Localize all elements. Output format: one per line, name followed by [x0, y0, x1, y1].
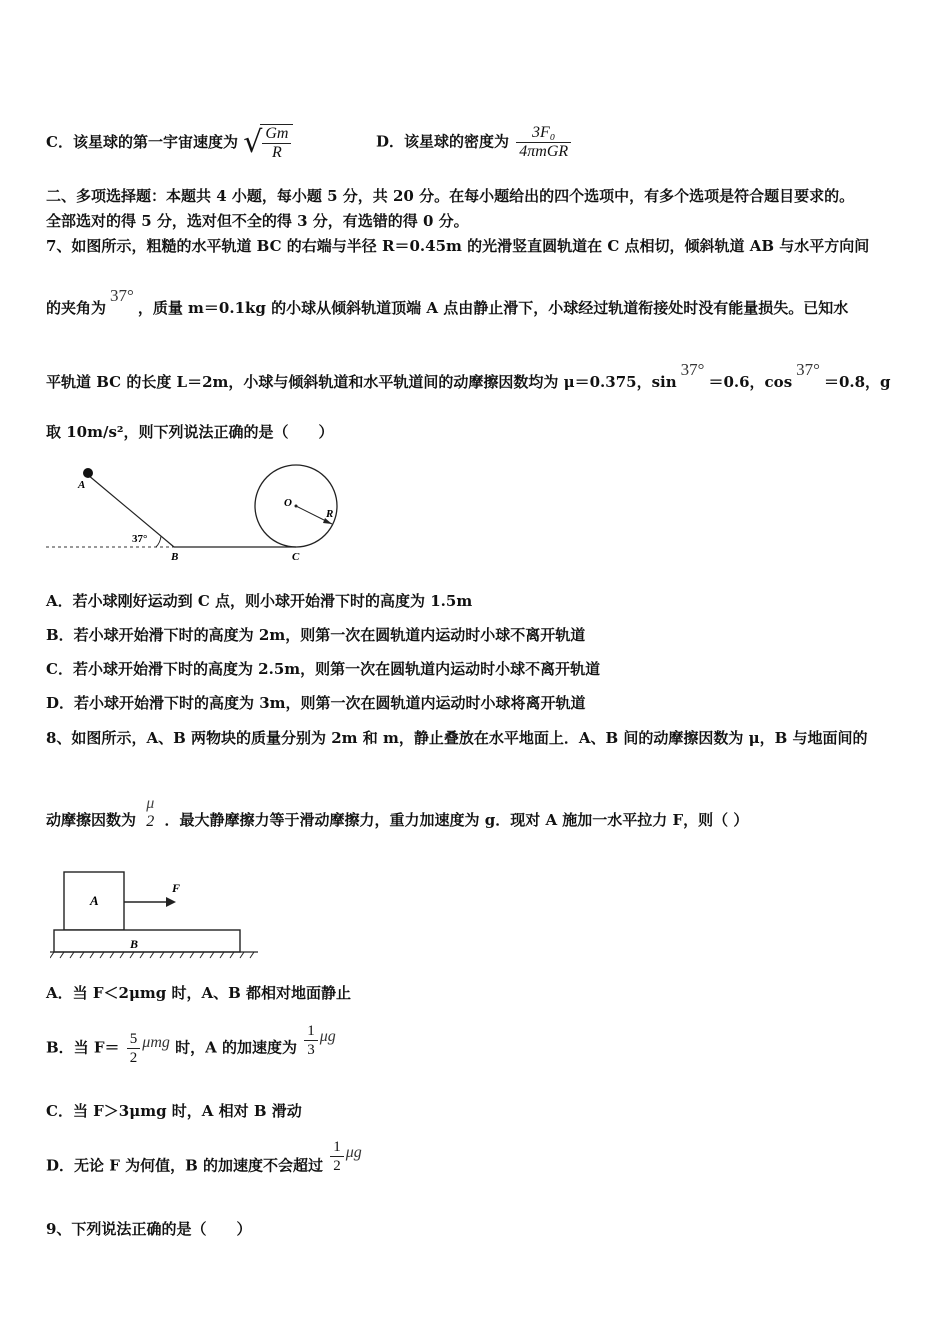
q7-option-a: A．若小球刚好运动到 C 点，则小球开始滑下时的高度为 1.5m	[46, 592, 473, 610]
label-c: C	[292, 551, 300, 563]
q8-option-d: D．无论 F 为何值，B 的加速度不会超过 $\frac{1}{2}$ μg	[46, 1139, 362, 1175]
q7-option-b: B．若小球开始滑下时的高度为 2m，则第一次在圆轨道内运动时小球不离开轨道	[46, 626, 586, 644]
q7-option-c: C．若小球开始滑下时的高度为 2.5m，则第一次在圆轨道内运动时小球不离开轨道	[46, 660, 601, 678]
block-b	[54, 930, 240, 952]
q7-stem-line3: 平轨道 BC 的长度 L＝2m，小球与倾斜轨道和水平轨道间的动摩擦因数均为 μ＝0.375，sin37°＝0.6，cos37°＝0.8，g	[46, 360, 891, 391]
label-o: O	[284, 497, 292, 509]
label-a: A	[78, 479, 86, 491]
q8-stem-line1: 8、如图所示，A、B 两物块的质量分别为 2m 和 m，静止叠放在水平地面上．A、B 间的动摩擦因数为 μ，B 与地面间的	[46, 729, 868, 747]
label-block-a: A	[90, 893, 99, 908]
ball	[83, 468, 93, 478]
angle-37: 37°	[110, 286, 134, 305]
q7-track-figure	[46, 462, 346, 568]
label-r: R	[326, 508, 334, 520]
ground-hatch	[50, 952, 254, 958]
label-angle: 37°	[132, 533, 148, 545]
q9-stem-line1: 9、下列说法正确的是（ ）	[46, 1220, 252, 1238]
label-force: F	[172, 881, 181, 895]
section-instructions: 全部选对的得 5 分，选对但不全的得 3 分，有选错的得 0 分。	[46, 212, 469, 230]
q7-stem-line2: 的夹角为37°，质量 m＝0.1kg 的小球从倾斜轨道顶端 A 点由静止滑下，小球经过轨道衔接处时没有能量损失。已知水	[46, 286, 849, 317]
label-b: B	[171, 551, 179, 563]
q7-option-d: D．若小球开始滑下时的高度为 3m，则第一次在圆轨道内运动时小球将离开轨道	[46, 694, 586, 712]
q6-option-d: D．该星球的密度为 $\frac{\text{3F₀}}{\text{4πmGR}}$	[376, 124, 573, 161]
q8-blocks-figure	[50, 868, 262, 960]
sqrt-expression: √ $\frac{Gm}{R}$	[243, 124, 293, 162]
angle-arc	[156, 536, 161, 547]
q8-option-c: C．当 F＞3μmg 时，A 相对 B 滑动	[46, 1102, 302, 1120]
label-block-b: B	[130, 937, 139, 951]
section-heading: 二、多项选择题：本题共 4 小题，每小题 5 分，共 20 分。在每小题给出的四个选项中，有多个选项是符合题目要求的。	[46, 187, 855, 205]
q8-option-a: A．当 F＜2μmg 时，A、B 都相对地面静止	[46, 984, 352, 1002]
q7-stem-line4: 取 10m/s²，则下列说法正确的是（ ）	[46, 423, 334, 441]
q8-option-b: B．当 F＝ $\frac{5}{2}$ μmg 时，A 的加速度为 $\frac{1}{3}$ μg	[46, 1023, 336, 1066]
q8-stem-line2: 动摩擦因数为 μ 2 ．最大静摩擦力等于滑动摩擦力，重力加速度为 g．现对 A 施加一水平拉力 F，则（ ）	[46, 795, 749, 830]
q7-stem-line1: 7、如图所示，粗糙的水平轨道 BC 的右端与半径 R＝0.45m 的光滑竖直圆轨道在 C 点相切，倾斜轨道 AB 与水平方向间	[46, 237, 870, 255]
q6-option-c: C．该星球的第一宇宙速度为 √ $\frac{Gm}{R}$	[46, 124, 293, 162]
